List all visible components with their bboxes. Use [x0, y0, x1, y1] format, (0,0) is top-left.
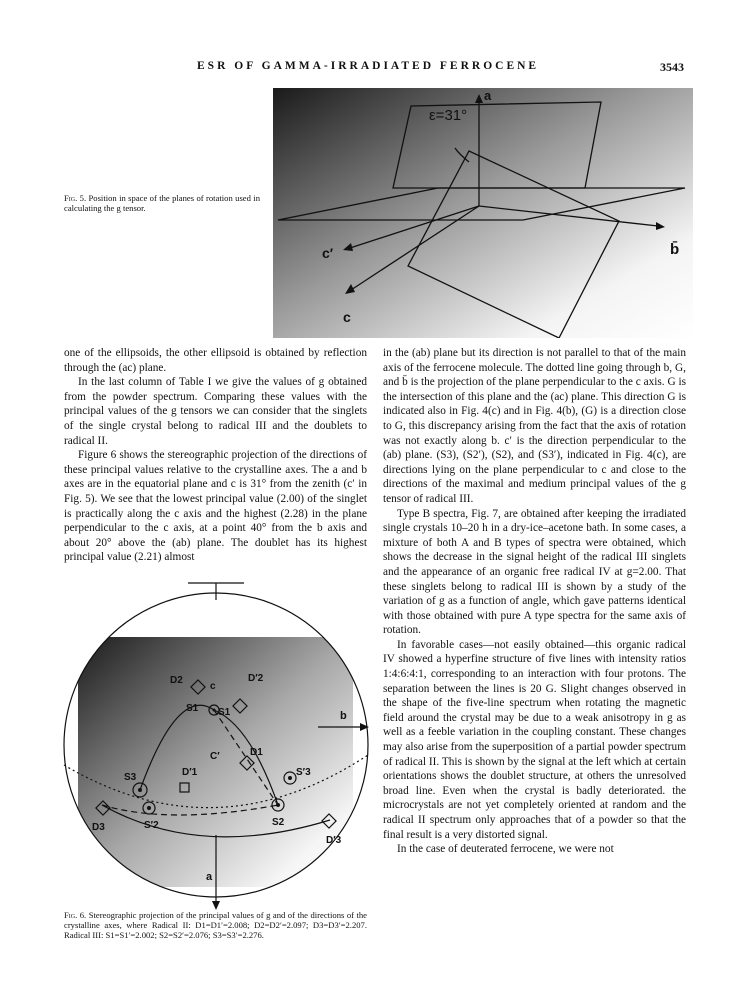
- label-c: c: [210, 681, 216, 692]
- label-S2p: S′2: [144, 820, 159, 831]
- figure-6-caption-label: Fig. 6.: [64, 910, 87, 920]
- figure-5-caption: [64, 193, 260, 213]
- figure-6-diagram: [60, 575, 370, 910]
- label-c-prime: C′: [210, 751, 220, 762]
- label-D3: D3: [92, 822, 105, 833]
- label-b: b: [340, 710, 347, 722]
- figure-6-caption-text: Stereographic projection of the principal values of g and of the directions of the crystalline axes, where Radical II: D1=D1′=2.008; D2=D2′=2.097; D3=D3′=2.207. Radical III: S1=S1′=2.002; S2=S2′=2.076; S3=S3′=2.276.: [64, 910, 367, 940]
- paragraph: in the (ab) plane but its direction is not parallel to that of the main axis of the ferrocene molecule. The dotted line going through b, G, and b̄ is the projection of the plane perpendicular to the c axis. G is the intersection of this plane and the (ac) plane. This direction G is indicated also in Fig. 4(c) and in Fig. 4(b), (G) is a direction close to G, this discrepancy arising from the fact that the axis of rotation was not exactly along b. c′ is the direction perpendicular to the (ab) plane. (S3), (S2′), (S2), and (S3′), indicated in Fig. 4(c), are directions lying on the plane perpendicular to c and close to the directions of the maximal and medium principal values of the g tensor of radical III.: [383, 347, 686, 505]
- S1-dot: [213, 709, 216, 712]
- arrow-a-head: [212, 901, 220, 910]
- label-a: a: [206, 871, 213, 883]
- label-S1: S1: [186, 703, 199, 714]
- figure-6-caption: [64, 910, 367, 940]
- label-D3p: D′3: [326, 835, 342, 846]
- paragraph: Type B spectra, Fig. 7, are obtained after keeping the irradiated single crystals 10–20 h in a dry-ice–acetone bath. In some cases, a mixture of both A and B types of spectra were obtained, which shows the decrease in the signal height of the radical III singlets and the appearance of an organic free radical IV at g=2.00. That these singlets belong to radical III is shown by a study of the variation of g as a function of angle, which gave patterns identical with those obtained with pure A type spectra for the same axis of rotation.: [383, 507, 686, 637]
- label-D2: D2: [170, 675, 183, 686]
- label-D1p: D′1: [182, 767, 198, 778]
- page-header: [0, 60, 748, 76]
- label-axis-a: a: [484, 88, 492, 103]
- figure-5-caption-text: Position in space of the planes of rotation used in calculating the g tensor.: [64, 193, 260, 213]
- paragraph: one of the ellipsoids, the other ellipsoid is obtained by reflection through the (ac) plane.: [64, 347, 367, 374]
- paragraph: In the case of deuterated ferrocene, we were not: [397, 843, 614, 856]
- label-axis-b: b̄: [670, 241, 680, 258]
- S3-dot: [138, 788, 142, 792]
- figure-5-background: [273, 88, 693, 338]
- page-number: 3543: [660, 60, 684, 74]
- label-axis-c-prime: c′: [322, 245, 334, 261]
- paragraph: In favorable cases—not easily obtained—this organic radical IV showed a hyperfine structure of five lines with intensity ratios 1:4:6:4:1, corresponding to an interaction with four protons. The separation between the lines is 20 G. Slight changes observed in the shape of the five-line spectrum when rotating the magnetic field around the crystal may be due to a weak anisotropy in g as well as a feeble variation in the coupling constant. These changes may also arise from the superposition of a partial powder spectrum of radical II. This is shown by the signal at the left which at certain orientations shows the doublet structure, at others the unresolved broad line. Even when the crystal is badly deteriorated. the microcrystals are not yet completely oriented at random and the radical II spectrum only approaches that of a powder so that the final result is a very distorted signal.: [383, 638, 686, 841]
- label-S3p: S′3: [296, 767, 311, 778]
- S2p-dot: [147, 806, 151, 810]
- S3p-dot: [288, 776, 292, 780]
- S2-dot: [276, 803, 280, 807]
- label-axis-c: c: [343, 309, 351, 325]
- label-S2: S2: [272, 817, 285, 828]
- label-D2p: D′2: [248, 673, 264, 684]
- figure-5-diagram: [273, 88, 693, 338]
- label-S1p: S1: [218, 707, 231, 718]
- label-epsilon: ε=31°: [429, 107, 468, 124]
- paragraph: In the last column of Table I we give the values of g obtained from the powder spectrum. Comparing these values with the principal values of the g tensors we can consider that the singlets of the single crystal belong to radical III and the doublets to radical II.: [64, 376, 367, 447]
- left-column: [64, 346, 367, 565]
- figure-5-caption-label: Fig. 5.: [64, 193, 87, 203]
- paragraph: Figure 6 shows the stereographic projection of the directions of these principal values relative to the crystalline axes. The a and b axes are in the equatorial plane and c is 31° from the zenith (c′ in Fig. 5). We see that the lowest principal value (2.00) of the singlet is practically along the c axis and the highest (2.28) in the plane perpendicular to the c axis, at a point 40° from the b axis and about 20° above the (ab) plane. The doublet has its highest principal value (2.21) almost: [64, 449, 367, 564]
- label-S3: S3: [124, 772, 137, 783]
- right-column: [383, 346, 686, 857]
- running-title: ESR OF GAMMA-IRRADIATED FERROCENE: [197, 60, 540, 72]
- label-D1: D1: [250, 747, 263, 758]
